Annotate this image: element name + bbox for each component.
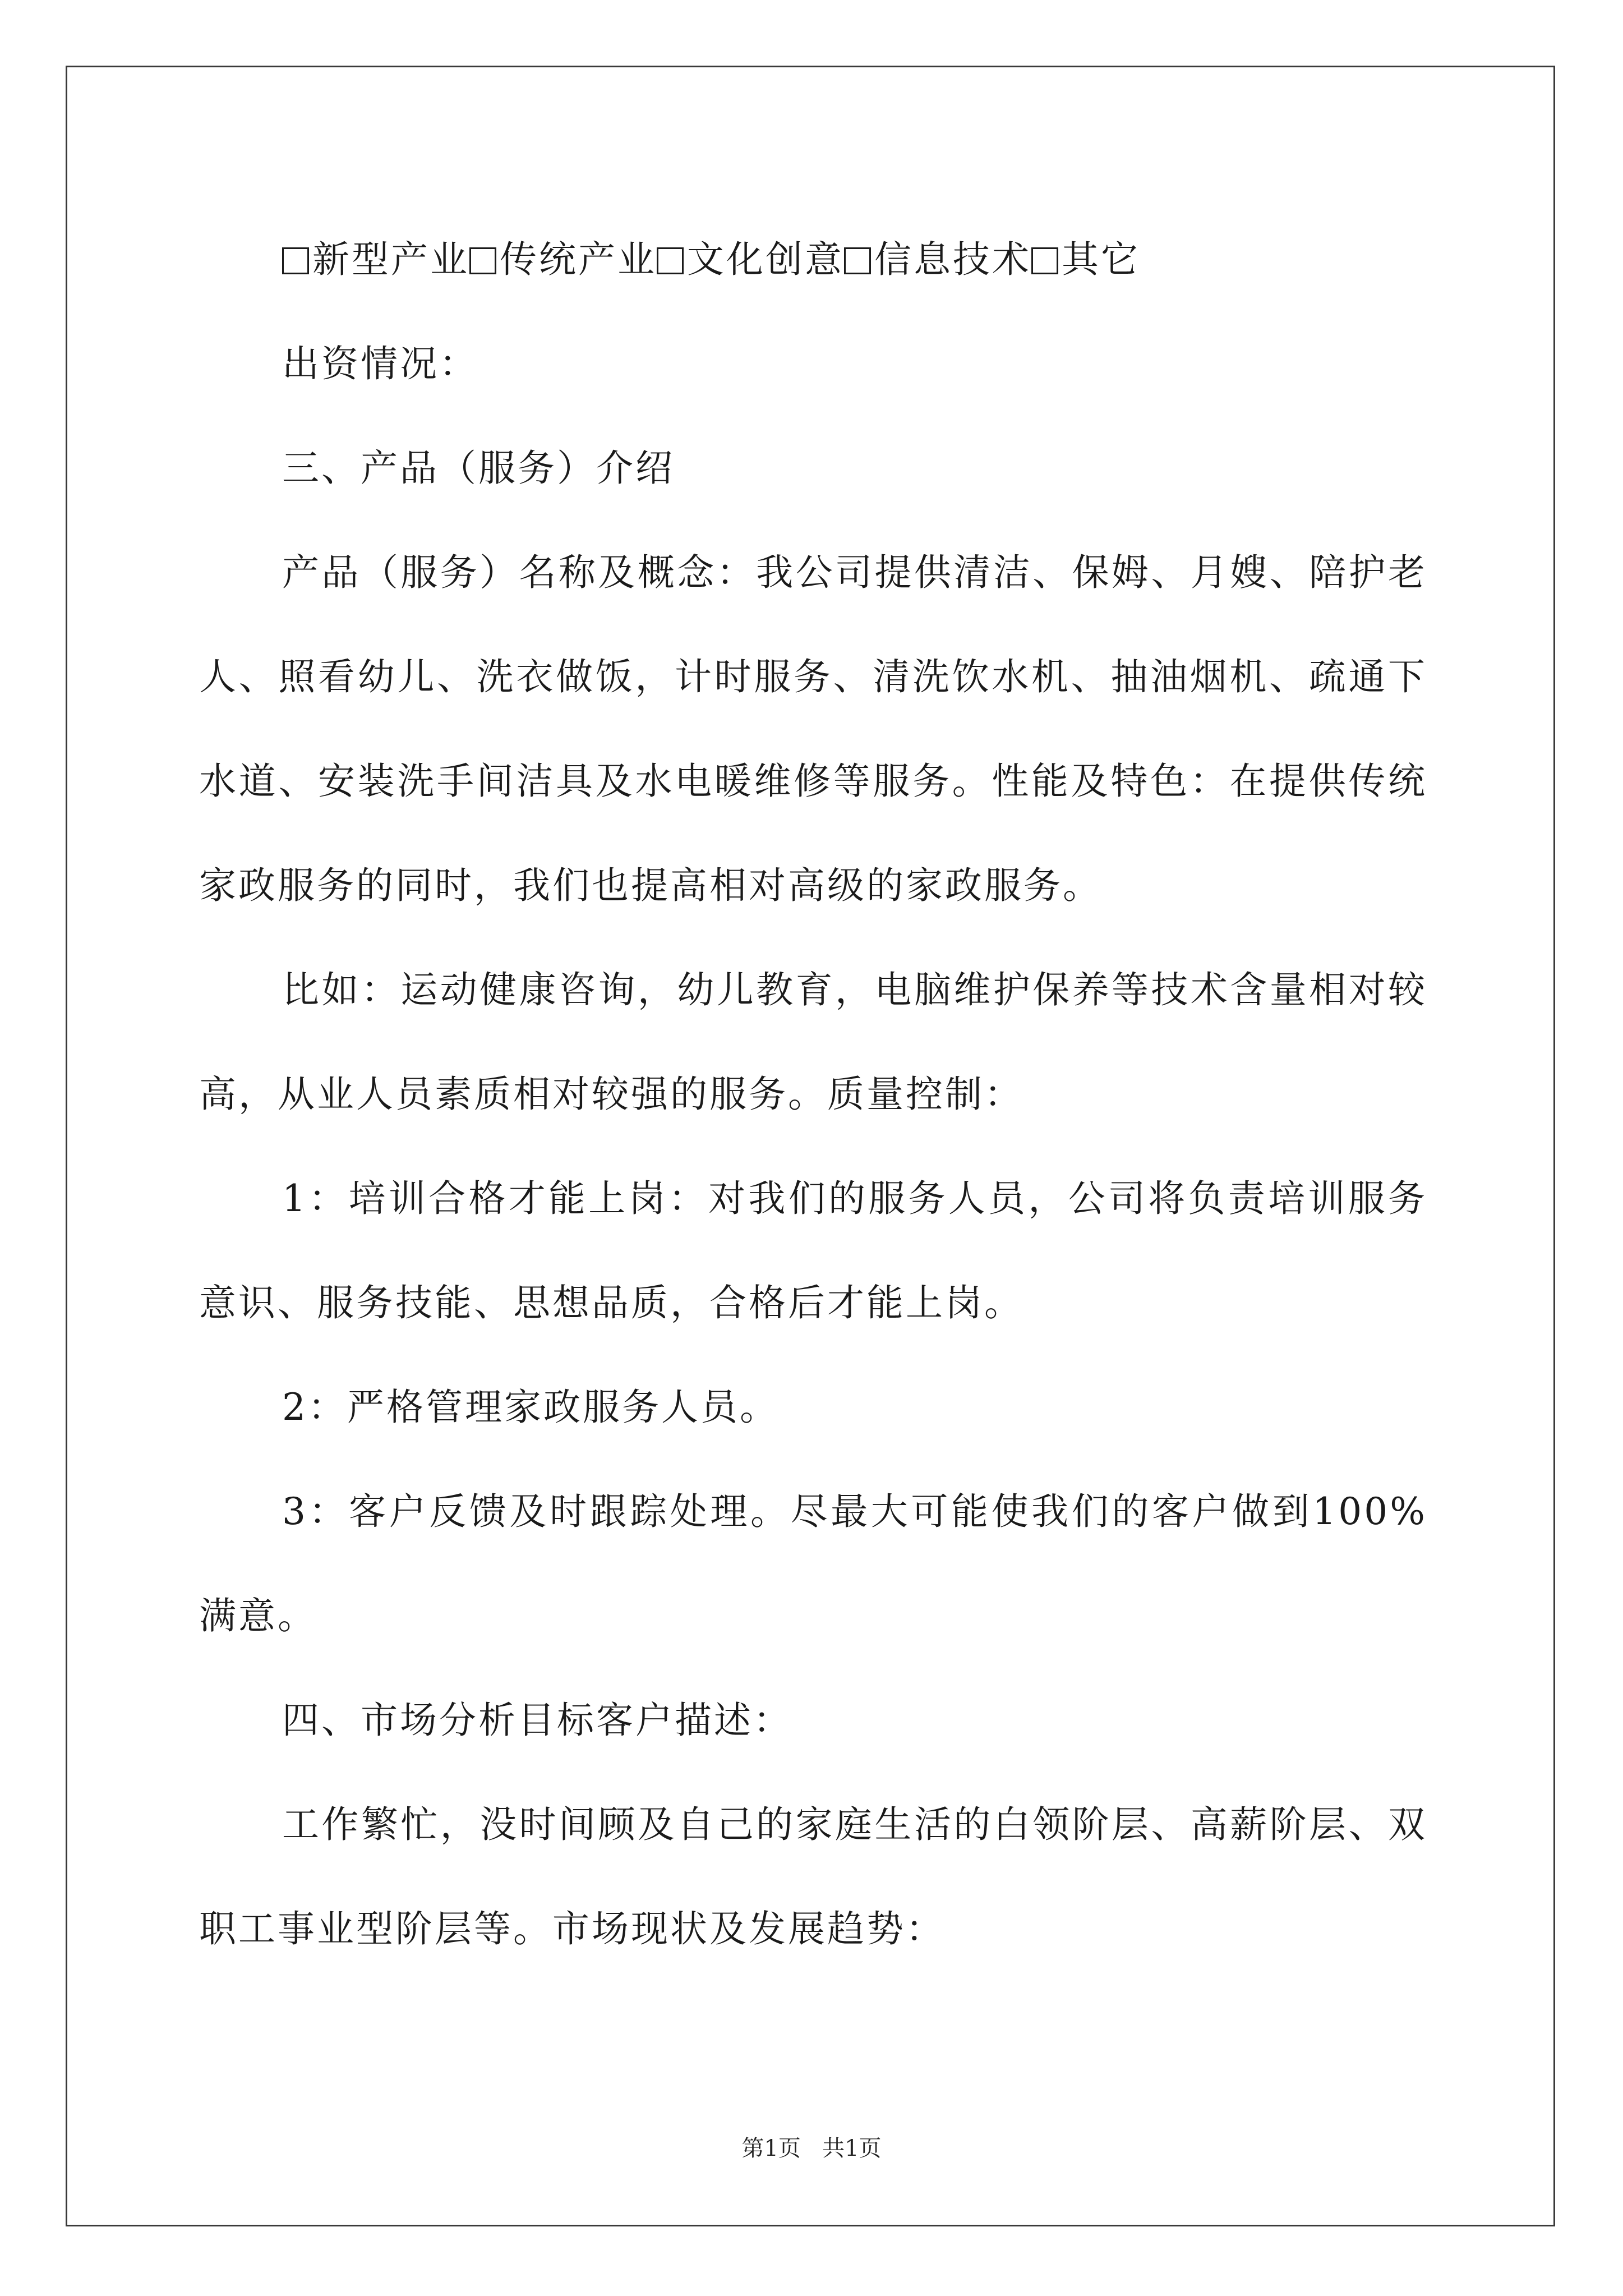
industry-checkbox-line xyxy=(199,208,1427,312)
option-label: 文化创意 xyxy=(687,238,844,281)
page-footer xyxy=(0,2132,1623,2165)
page-number: 第1页 xyxy=(741,2136,801,2161)
section-heading: 四、市场分析目标客户描述： xyxy=(282,1699,792,1742)
paragraph: 出资情况： xyxy=(282,342,478,385)
paragraph: 3：客户反馈及时跟踪处理。尽最大可能使我们的客户做到100%满意。 xyxy=(199,1490,1427,1637)
paragraph: 工作繁忙，没时间顾及自己的家庭生活的白领阶层、高薪阶层、双职工事业型阶层等。市场现状及发展趋势： xyxy=(199,1803,1427,1950)
paragraph: 比如：运动健康咨询，幼儿教育，电脑维护保养等技术含量相对较高，从业人员素质相对较强的服务。质量控制： xyxy=(199,968,1427,1116)
page-total: 共1页 xyxy=(822,2136,882,2161)
option-label: 其它 xyxy=(1062,238,1140,281)
checkbox-icon[interactable] xyxy=(1031,247,1058,274)
checkbox-icon[interactable] xyxy=(282,247,309,274)
document-body xyxy=(199,208,1427,1981)
checkbox-icon[interactable] xyxy=(469,247,496,274)
option-label: 新型产业 xyxy=(312,238,469,281)
option-label: 信息技术 xyxy=(874,238,1031,281)
checkbox-icon[interactable] xyxy=(657,247,684,274)
paragraph: 产品（服务）名称及概念：我公司提供清洁、保姆、月嫂、陪护老人、照看幼儿、洗衣做饭，计时服务、清洗饮水机、抽油烟机、疏通下水道、安装洗手间洁具及水电暖维修等服务。性能及特色：在提供传统家政服务的同时，我们也提高相对高级的家政服务。 xyxy=(199,551,1427,907)
paragraph: 2：严格管理家政服务人员。 xyxy=(282,1386,779,1429)
checkbox-icon[interactable] xyxy=(844,247,871,274)
option-label: 传统产业 xyxy=(500,238,657,281)
paragraph: 1：培训合格才能上岗：对我们的服务人员，公司将负责培训服务意识、服务技能、思想品质，合格后才能上岗。 xyxy=(199,1177,1427,1324)
section-heading: 三、产品（服务）介绍 xyxy=(282,447,675,490)
